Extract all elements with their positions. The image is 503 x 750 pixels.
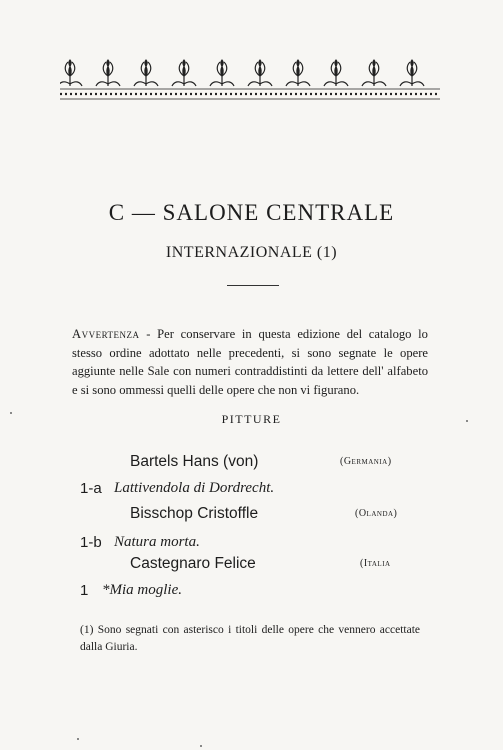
artist-name: Bartels Hans (von) — [130, 453, 259, 470]
notice-label: Avvertenza — [72, 327, 140, 341]
tulip-ornament-icon — [60, 58, 440, 104]
work-title: *Mia moglie. — [102, 582, 182, 598]
notice-text: - Per conservare in questa edizione del catalogo lo stesso ordine adottato nelle precedenti, si sono segnate le opere aggiunte nelle Sale con numeri contraddistinti da lettere dell' alfabeto e si sono ommessi quelli delle opere che non vi figurano. — [72, 327, 428, 397]
artist-name: Bisschop Cristoffle — [130, 505, 259, 522]
footnote: (1) Sono segnati con asterisco i titoli delle opere che vennero accettate dalla Giuria. — [80, 624, 420, 653]
artist-name: Castegnaro Felice — [130, 555, 256, 572]
catalog-number: 1 — [80, 582, 89, 599]
page-speck — [10, 412, 12, 414]
artist-country: (Germania) — [340, 456, 392, 467]
page-subtitle: INTERNAZIONALE (1) — [165, 244, 338, 261]
artist-country: (Olanda) — [355, 508, 398, 519]
page-speck — [466, 420, 468, 422]
notice-paragraph — [72, 325, 428, 399]
catalog-number: 1-b — [80, 534, 102, 551]
work-title: Natura morta. — [114, 534, 200, 550]
title-divider — [227, 285, 279, 286]
page-speck — [77, 738, 79, 740]
section-title: PITTURE — [221, 412, 282, 426]
floral-ornament-band — [60, 58, 440, 104]
artist-country: (Italia — [360, 558, 391, 569]
page-title: C — SALONE CENTRALE — [108, 200, 395, 225]
work-title: Lattivendola di Dordrecht. — [114, 480, 275, 496]
page-speck — [200, 745, 202, 747]
catalog-number: 1-a — [80, 480, 102, 497]
